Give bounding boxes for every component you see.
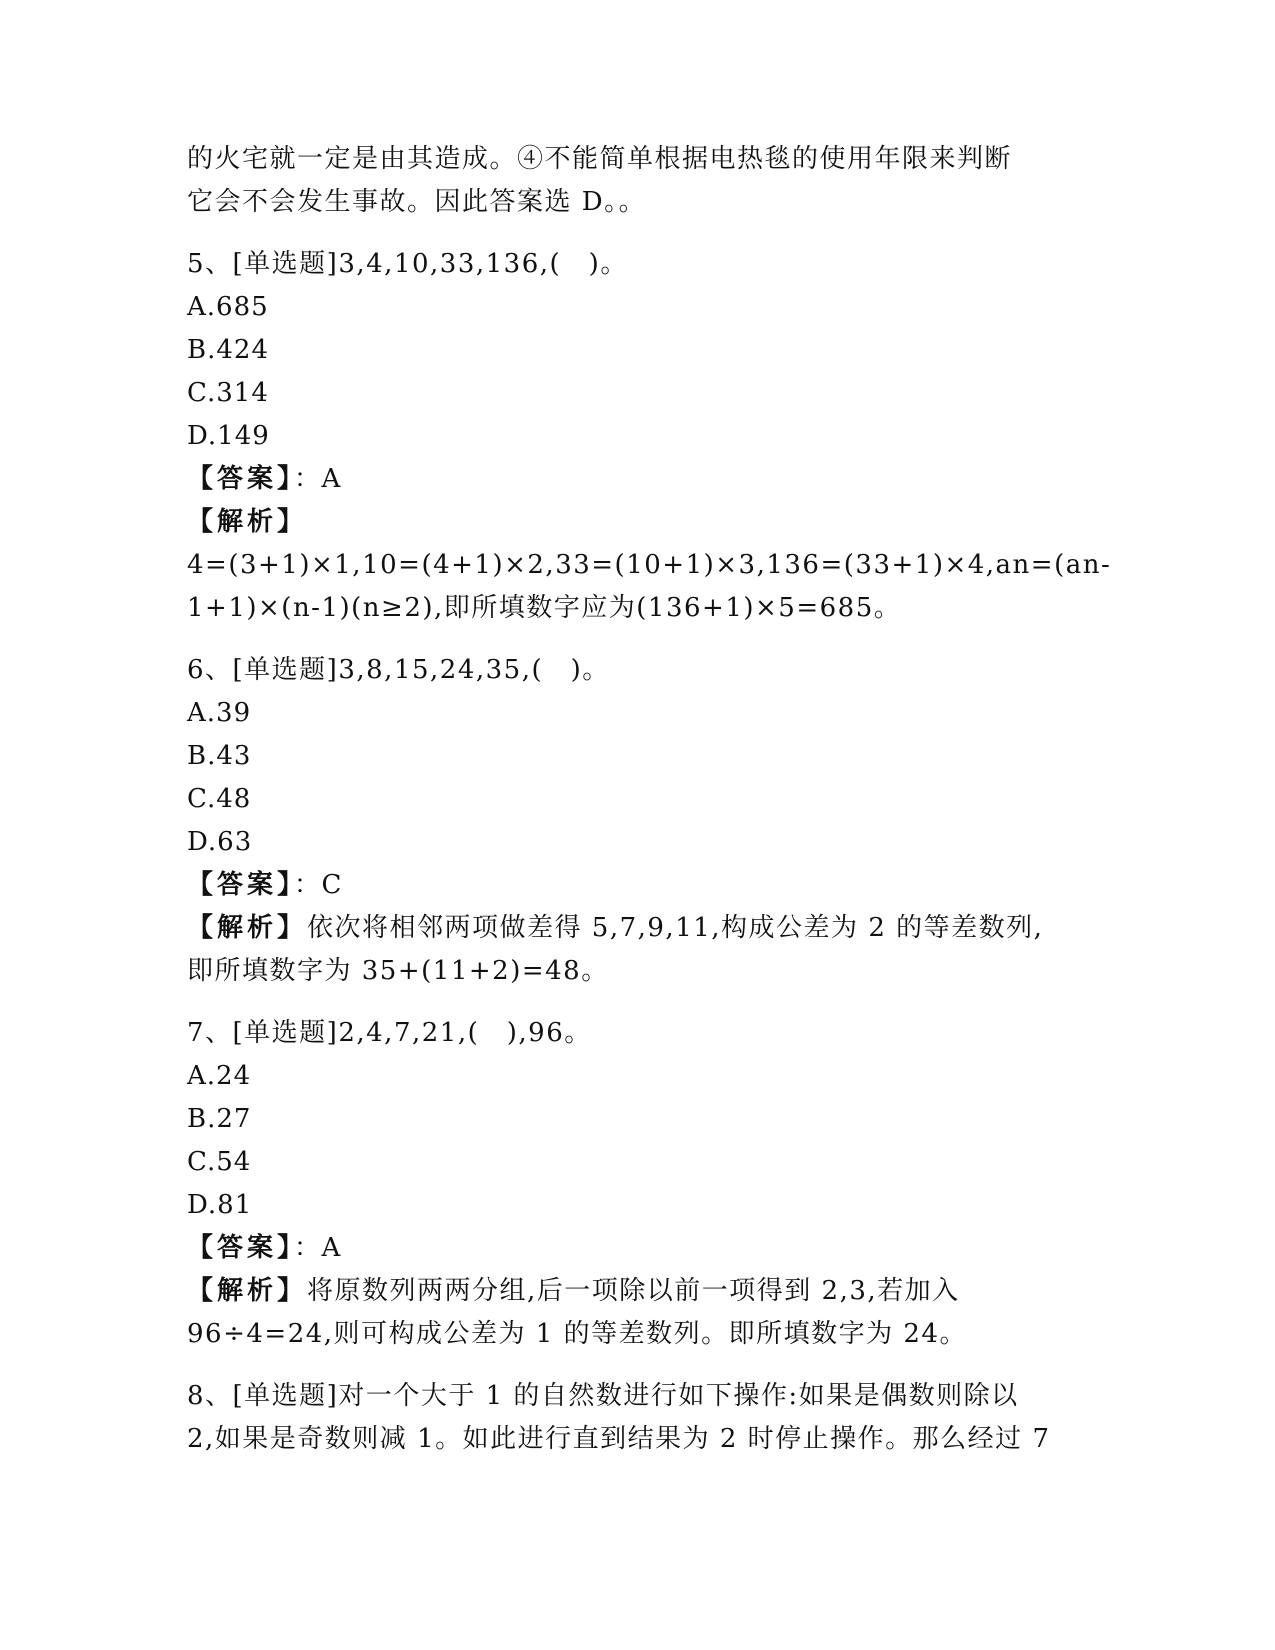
option-b: B.43 (187, 741, 252, 771)
analysis-continuation: 1+1)×(n-1)(n≥2),即所填数字应为(136+1)×5=685。 (187, 593, 902, 623)
answer-label: 【答案】 (187, 870, 295, 900)
option-d: D.81 (187, 1190, 253, 1220)
answer-value: ：A (294, 1233, 342, 1263)
analysis-label: 【解析】 (187, 913, 308, 943)
analysis-line (187, 1270, 1087, 1313)
answer-label: 【答案】 (187, 464, 295, 494)
analysis-text: 将原数列两两分组,后一项除以前一项得到 2,3,若加入 (307, 1276, 960, 1306)
analysis-continuation: 96÷4=24,则可构成公差为 1 的等差数列。即所填数字为 24。 (187, 1319, 967, 1349)
option-a: A.685 (187, 292, 269, 322)
intro-line: 它会不会发生事故。因此答案选 D。。 (187, 187, 647, 217)
question-stem: 7、[单选题]2,4,7,21,( ),96。 (187, 1018, 592, 1048)
answer-line (187, 864, 1087, 907)
question-5 (187, 243, 1112, 630)
option-a: A.39 (187, 698, 252, 728)
analysis-line (187, 501, 1087, 544)
answer-label: 【答案】 (187, 1233, 295, 1263)
question-7 (187, 1012, 1087, 1356)
answer-value: ：C (294, 870, 343, 900)
answer-line (187, 458, 1087, 501)
answer-value: ：A (294, 464, 342, 494)
option-a: A.24 (187, 1061, 252, 1091)
analysis-text: 依次将相邻两项做差得 5,7,9,11,构成公差为 2 的等差数列, (307, 913, 1044, 943)
analysis-continuation: 即所填数字为 35+(11+2)=48。 (187, 956, 609, 986)
option-c: C.54 (187, 1147, 252, 1177)
option-c: C.314 (187, 378, 269, 408)
analysis-line (187, 907, 1087, 950)
question-stem: 8、[单选题]对一个大于 1 的自然数进行如下操作:如果是偶数则除以 (187, 1381, 1019, 1411)
analysis-label: 【解析】 (187, 507, 308, 537)
option-b: B.27 (187, 1104, 252, 1134)
question-stem: 6、[单选题]3,8,15,24,35,( )。 (187, 655, 610, 685)
intro-line: 的火宅就一定是由其造成。④不能简单根据电热毯的使用年限来判断 (187, 144, 1013, 174)
analysis-label: 【解析】 (187, 1276, 308, 1306)
question-6 (187, 649, 1087, 993)
question-stem: 5、[单选题]3,4,10,33,136,( )。 (187, 249, 628, 279)
option-b: B.424 (187, 335, 269, 365)
analysis-continuation: 4=(3+1)×1,10=(4+1)×2,33=(10+1)×3,136=(33+1)×4,an=(an- (187, 550, 1112, 580)
question-8 (187, 1375, 1087, 1461)
option-d: D.63 (187, 827, 253, 857)
option-d: D.149 (187, 421, 270, 451)
question-stem-continuation: 2,如果是奇数则减 1。如此进行直到结果为 2 时停止操作。那么经过 7 (187, 1424, 1051, 1454)
intro-paragraph (187, 138, 1087, 224)
answer-line (187, 1227, 1087, 1270)
document-page (187, 138, 1112, 1461)
option-c: C.48 (187, 784, 252, 814)
